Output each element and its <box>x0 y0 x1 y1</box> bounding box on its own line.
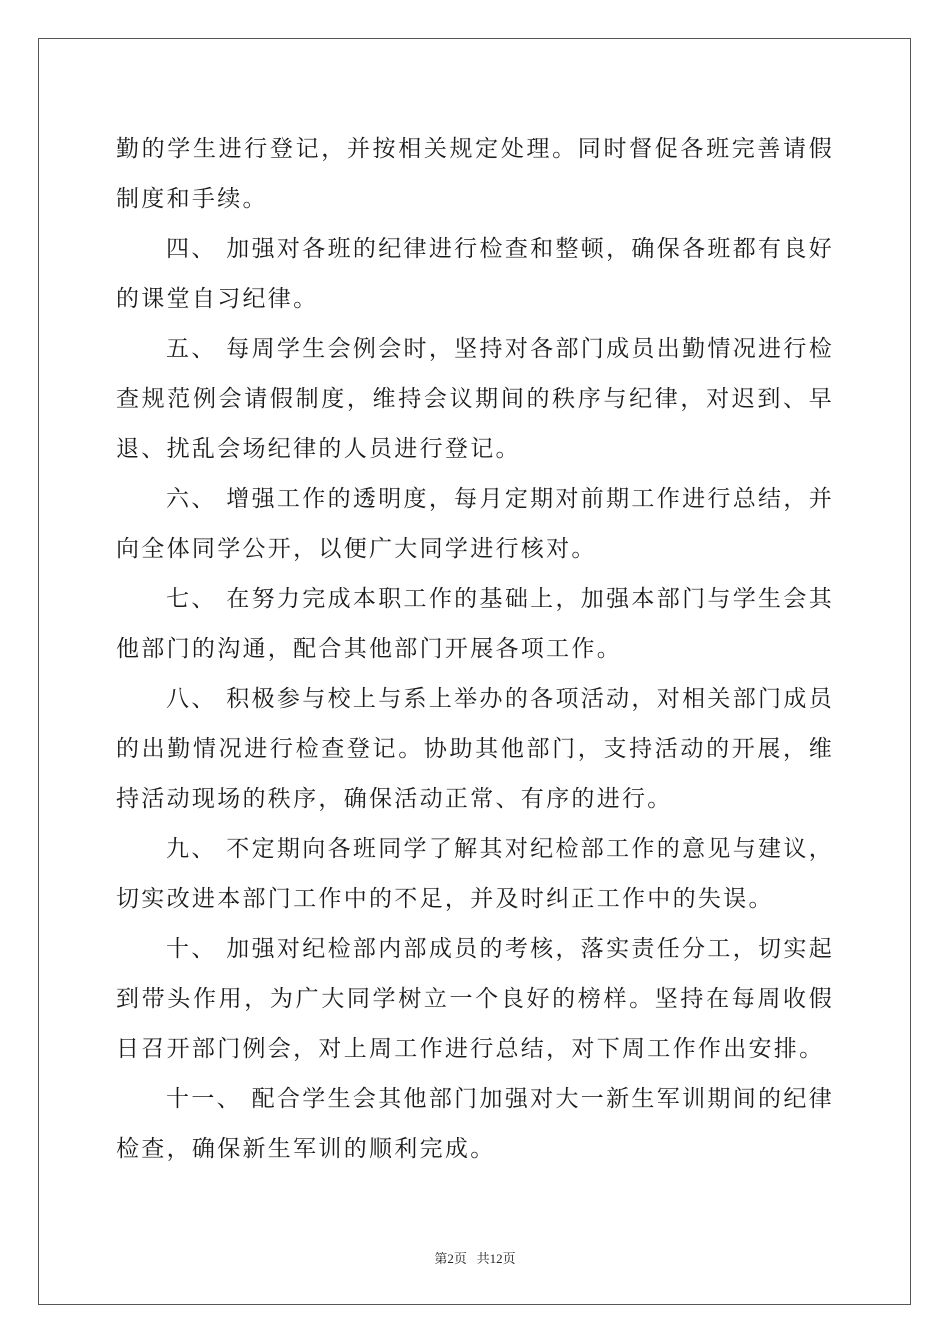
paragraph-item-4: 四、 加强对各班的纪律进行检查和整顿，确保各班都有良好的课堂自习纪律。 <box>116 236 834 312</box>
paragraph-item-8: 八、 积极参与校上与系上举办的各项活动，对相关部门成员的出勤情况进行检查登记。协助其他部门，支持活动的开展，维持活动现场的秩序，确保活动正常、有序的进行。 <box>116 686 834 812</box>
page-total: 共12页 <box>476 1251 516 1266</box>
paragraph-continuation: 勤的学生进行登记，并按相关规定处理。同时督促各班完善请假制度和手续。 <box>116 136 834 212</box>
paragraph-item-9: 九、 不定期向各班同学了解其对纪检部工作的意见与建议，切实改进本部门工作中的不足，并及时纠正工作中的失误。 <box>116 836 834 912</box>
page-number: 第2页 <box>434 1251 467 1266</box>
paragraph-item-7: 七、 在努力完成本职工作的基础上，加强本部门与学生会其他部门的沟通，配合其他部门开展各项工作。 <box>116 586 834 662</box>
paragraph-item-5: 五、 每周学生会例会时，坚持对各部门成员出勤情况进行检查规范例会请假制度，维持会议期间的秩序与纪律，对迟到、早退、扰乱会场纪律的人员进行登记。 <box>116 336 834 462</box>
document-body <box>116 124 834 1174</box>
page-footer <box>0 1248 950 1267</box>
paragraph-item-10: 十、 加强对纪检部内部成员的考核，落实责任分工，切实起到带头作用，为广大同学树立一个良好的榜样。坚持在每周收假日召开部门例会，对上周工作进行总结，对下周工作作出安排。 <box>116 936 834 1062</box>
paragraph-item-6: 六、 增强工作的透明度，每月定期对前期工作进行总结，并向全体同学公开，以便广大同学进行核对。 <box>116 486 834 562</box>
paragraph-item-11: 十一、 配合学生会其他部门加强对大一新生军训期间的纪律检查，确保新生军训的顺利完成。 <box>116 1086 834 1162</box>
